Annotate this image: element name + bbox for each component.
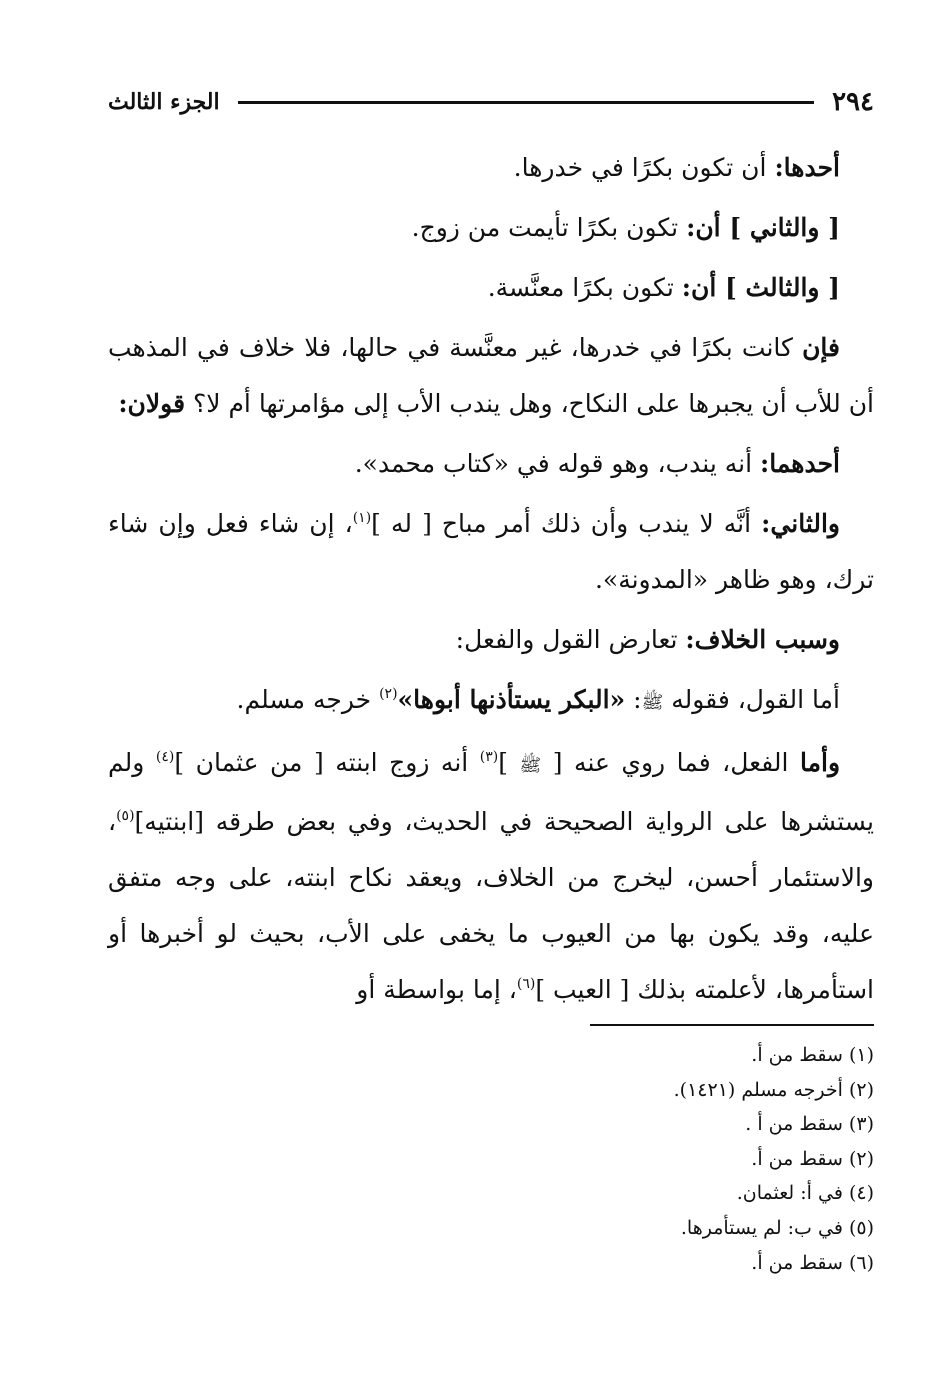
paragraph-lead: وأما — [799, 748, 841, 777]
salutation-glyph: ﷺ — [641, 692, 664, 713]
running-header — [108, 84, 874, 120]
paragraph-text: تعارض القول والفعل: — [455, 625, 686, 654]
page-number: ٢٩٤ — [832, 87, 874, 117]
footnote-ref: (٢) — [379, 686, 398, 702]
paragraph-text: أن تكون بكرًا في خدرها. — [513, 153, 775, 182]
paragraph-tail: قولان: — [118, 389, 186, 418]
paragraph-text: ] — [498, 748, 520, 777]
paragraph-lead: والثاني: — [761, 509, 840, 538]
paragraph — [108, 140, 874, 196]
footnote: (٤) في أ: لعثمان. — [736, 1182, 874, 1205]
paragraph-lead: فإن — [802, 333, 840, 362]
paragraph — [108, 260, 874, 316]
paragraph — [108, 496, 874, 608]
footnote: (٢) سقط من أ. — [751, 1147, 874, 1170]
paragraph — [108, 436, 874, 492]
footnote-rule — [590, 1024, 874, 1026]
header-rule — [238, 101, 814, 104]
paragraph — [108, 200, 874, 256]
footnote-ref: (٣) — [479, 749, 499, 765]
paragraph-lead: أحدها: — [774, 153, 840, 182]
footnote: (٦) سقط من أ. — [751, 1251, 874, 1274]
paragraph-text: أما القول، فقوله — [663, 685, 840, 714]
paragraph-text: تكون بكرًا تأيمت من زوج. — [411, 213, 687, 242]
footnotes — [560, 1038, 874, 1280]
footnote-ref: (٤) — [155, 749, 175, 765]
paragraph — [108, 672, 874, 731]
paragraph-text: خرجه مسلم. — [236, 685, 380, 714]
paragraph-lead: [ والثالث ] أن: — [681, 273, 840, 302]
paragraph — [108, 320, 874, 432]
paragraph-text: تكون بكرًا معنَّسة. — [487, 273, 682, 302]
main-text — [108, 140, 874, 1022]
footnote: (٢) أخرجه مسلم (١٤٢١). — [673, 1078, 874, 1101]
paragraph-text: كانت بكرًا في خدرها، غير معنَّسة في حالها، فلا خلاف في المذهب أن للأب أن يجبرها على النكاح، وهل يندب الأب إلى مؤامرتها أم لا؟ — [108, 333, 874, 418]
paragraph-text: أنَّه لا يندب وأن ذلك أمر مباح [ له ] — [371, 509, 762, 538]
paragraph-text: الفعل، فما روي عنه [ — [541, 748, 800, 777]
paragraph-lead: [ والثاني ] أن: — [686, 213, 840, 242]
paragraph-text: ، إما بواسطة أو — [356, 975, 517, 1004]
paragraph-lead: أحدهما: — [759, 449, 840, 478]
paragraph-text: ، إن شاء فعل وإن شاء ترك، وهو ظاهر «المدونة». — [108, 509, 874, 594]
footnote-ref: (٥) — [116, 808, 135, 824]
salutation-glyph: ﷺ — [519, 755, 542, 776]
footnote-ref: (٦) — [516, 976, 536, 992]
paragraph-text: ، والاستئمار أحسن، ليخرج من الخلاف، ويعقد نكاح ابنته، على وجه متفق عليه، وقد يكون بها من العيوب ما يخفى على الأب، بحيث لو أخبرها أو استأمرها، لأعلمته بذلك [ العيب ] — [108, 807, 874, 1004]
footnote: (٥) في ب: لم يستأمرها. — [680, 1216, 874, 1239]
footnote-ref: (١) — [352, 510, 372, 526]
hadith-quote: «البكر يستأذنها أبوها» — [397, 685, 626, 714]
paragraph-text: ولم يستشرها على الرواية الصحيحة في الحديث، وفي بعض طرقه [ابنتيه] — [108, 748, 874, 836]
paragraph-lead: وسبب الخلاف: — [685, 625, 840, 654]
paragraph — [108, 735, 874, 1018]
footnote: (١) سقط من أ. — [751, 1044, 874, 1066]
paragraph-text: أنه زوج ابنته [ من عثمان ] — [174, 748, 480, 777]
paragraph-text: أنه يندب، وهو قوله في «كتاب محمد». — [354, 449, 760, 478]
footnote: (٣) سقط من أ . — [745, 1113, 874, 1136]
paragraph — [108, 612, 874, 668]
paragraph-text: : — [625, 685, 642, 714]
part-title: الجزء الثالث — [108, 89, 220, 115]
